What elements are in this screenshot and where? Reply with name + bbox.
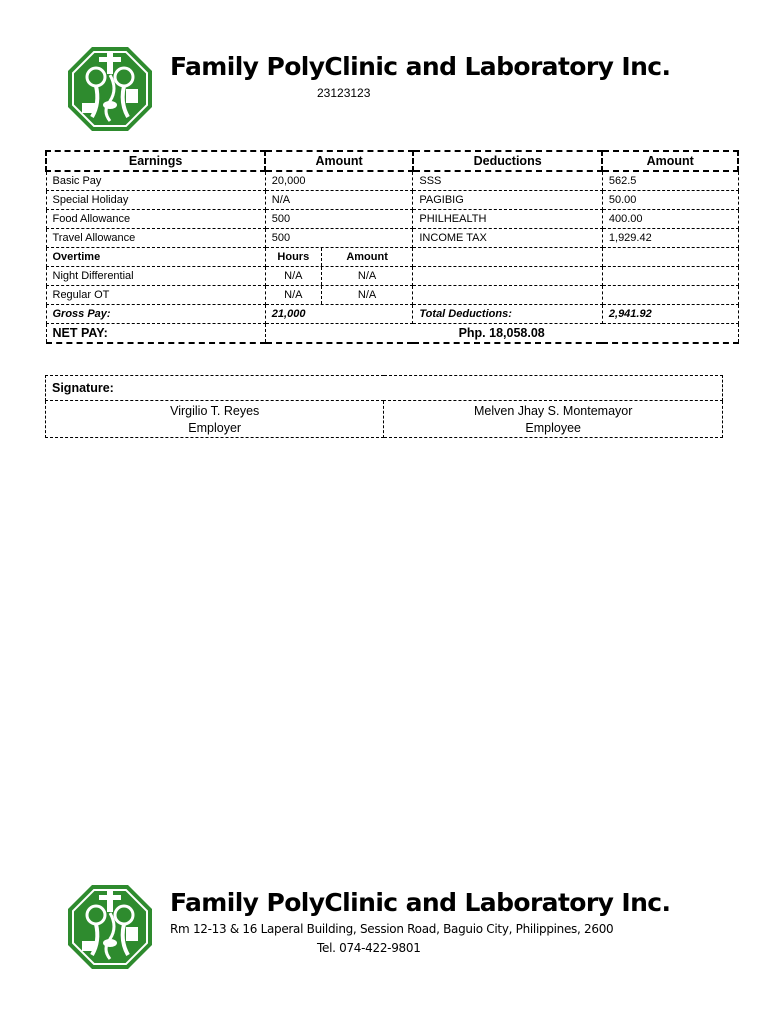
clinic-logo-icon [66,45,154,133]
deductions-header: Deductions [413,151,603,171]
earning-label: Food Allowance [46,210,265,229]
earning-label: Basic Pay [46,171,265,191]
employee-signature [384,401,723,438]
earnings-amount-header: Amount [265,151,413,171]
overtime-hours: N/A [284,270,303,282]
gross-pay-label: Gross Pay: [46,305,265,324]
overtime-hours: N/A [284,289,303,301]
employee-role: Employee [525,420,581,435]
deduction-label: INCOME TAX [413,229,603,248]
table-row [46,286,738,305]
table-row [46,171,738,191]
company-title: Family PolyClinic and Laboratory Inc. [170,52,671,81]
total-deductions-value: 2,941.92 [602,305,738,324]
earnings-header: Earnings [46,151,265,171]
footer-company-title: Family PolyClinic and Laboratory Inc. [170,888,671,917]
earning-label: Travel Allowance [46,229,265,248]
employer-role: Employer [188,420,242,435]
clinic-logo-icon [66,883,154,971]
earning-amount: 500 [265,210,413,229]
total-deductions-label: Total Deductions: [413,305,603,324]
table-row [46,191,738,210]
earning-amount: 500 [265,229,413,248]
overtime-header-row [46,248,738,267]
earning-label: Special Holiday [46,191,265,210]
overtime-hours-header: Hours [277,251,310,263]
signature-table [45,375,723,438]
footer-address: Rm 12-13 & 16 Laperal Building, Session Road, Baguio City, Philippines, 2600 [170,922,614,936]
footer-telephone: Tel. 074-422-9801 [317,941,421,955]
gross-pay-value: 21,000 [265,305,413,324]
table-row [46,210,738,229]
overtime-label: Overtime [46,248,265,267]
table-header-row [46,151,738,171]
deduction-label: PHILHEALTH [413,210,603,229]
net-pay-row [46,324,738,344]
deduction-label: PAGIBIG [413,191,603,210]
deductions-amount-header: Amount [602,151,738,171]
signature-label: Signature: [46,376,723,401]
earning-amount: N/A [265,191,413,210]
deduction-amount: 562.5 [602,171,738,191]
document-number: 23123123 [317,86,371,100]
table-row [46,229,738,248]
table-row [46,267,738,286]
employee-name: Melven Jhay S. Montemayor [474,403,633,418]
net-pay-label: NET PAY: [46,324,265,344]
totals-row [46,305,738,324]
employer-name: Virgilio T. Reyes [170,403,260,418]
overtime-row-label: Night Differential [46,267,265,286]
deduction-label: SSS [413,171,603,191]
earning-amount: 20,000 [265,171,413,191]
overtime-amount: N/A [321,286,412,304]
overtime-amount-header: Amount [321,248,412,266]
net-pay-value: Php. 18,058.08 [265,324,738,344]
deduction-amount: 400.00 [602,210,738,229]
overtime-row-label: Regular OT [46,286,265,305]
payslip-table [45,150,739,344]
deduction-amount: 50.00 [602,191,738,210]
employer-signature [46,401,384,438]
deduction-amount: 1,929.42 [602,229,738,248]
overtime-amount: N/A [321,267,412,285]
